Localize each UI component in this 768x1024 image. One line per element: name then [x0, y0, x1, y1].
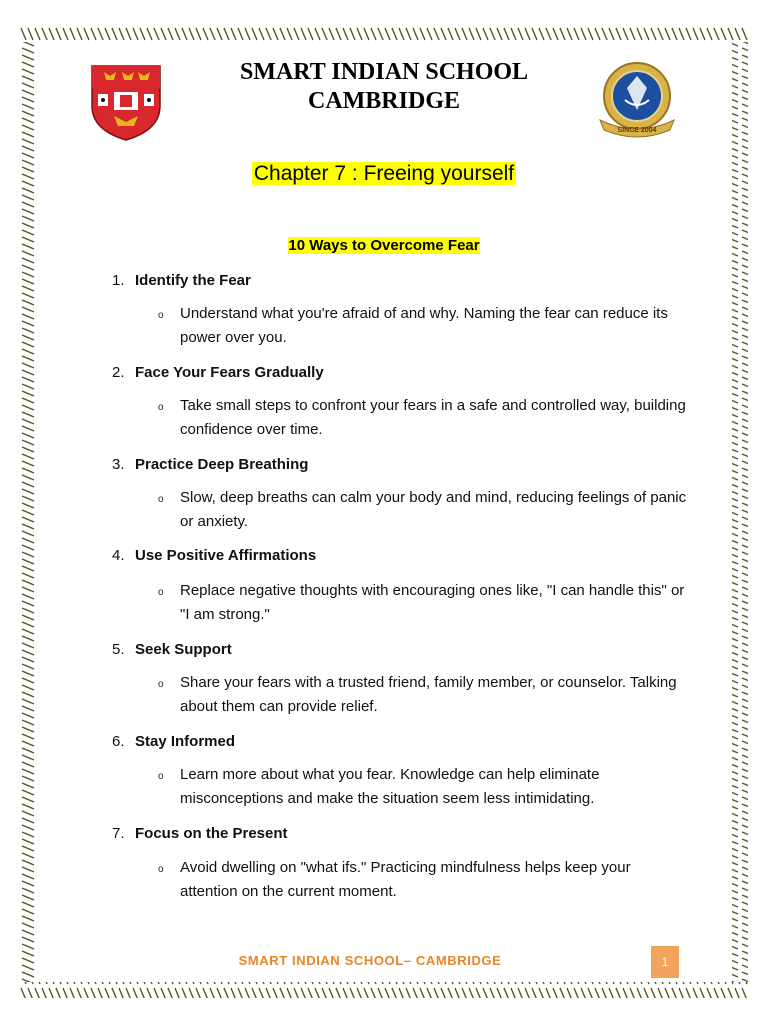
- list-item-title: [112, 455, 308, 475]
- bullet-circle-icon: o: [158, 494, 164, 505]
- school-title-line2: CAMBRIDGE: [307, 88, 460, 114]
- school-title-line1: SMART INDIAN SCHOOL: [239, 59, 529, 85]
- section-title: 10 Ways to Overcome Fear: [288, 237, 480, 254]
- list-item-description: Slow, deep breaths can calm your body and mind, reducing feelings of panic or anxiety.: [180, 489, 687, 530]
- footer-text: SMART INDIAN SCHOOL– CAMBRIDGE: [238, 953, 502, 968]
- list-item-number: 6.: [112, 733, 125, 750]
- bullet-circle-icon: o: [158, 864, 164, 875]
- list-item-description: Understand what you're afraid of and why. Naming the fear can reduce its power over you.: [180, 305, 668, 346]
- bullet-circle-icon: o: [158, 679, 164, 690]
- list-item-title: [112, 271, 251, 291]
- list-item-label: Identify the Fear: [135, 272, 251, 289]
- list-item-label: Practice Deep Breathing: [135, 456, 309, 473]
- list-item-description: Replace negative thoughts with encouraging ones like, "I can handle this" or "I am strong.": [180, 582, 685, 623]
- bullet-circle-icon: o: [158, 402, 164, 413]
- emblem-ribbon-text: SINCE 2004: [617, 127, 657, 134]
- school-title: [200, 58, 568, 116]
- list-item-number: 2.: [112, 364, 125, 381]
- chapter-title: Chapter 7 : Freeing yourself: [253, 162, 515, 185]
- list-item-title: [112, 546, 316, 566]
- list-item-label: Face Your Fears Gradually: [135, 364, 324, 381]
- bullet-circle-icon: o: [158, 310, 164, 321]
- list-item-label: Use Positive Affirmations: [135, 547, 317, 564]
- bullet-circle-icon: o: [158, 771, 164, 782]
- list-item-label: Stay Informed: [135, 733, 236, 750]
- list-item-description: Share your fears with a trusted friend, family member, or counselor. Talking about them can provide relief.: [180, 674, 677, 715]
- list-item-number: 1.: [112, 272, 125, 289]
- list-item-number: 5.: [112, 641, 125, 658]
- list-item-description: Learn more about what you fear. Knowledge can help eliminate misconceptions and make the situation seem less intimidating.: [180, 766, 600, 807]
- page-number: 1: [651, 946, 679, 978]
- list-item-number: 4.: [112, 547, 125, 564]
- list-item-description: Avoid dwelling on "what ifs." Practicing mindfulness helps keep your attention on the current moment.: [180, 859, 631, 900]
- school-emblem-logo: [592, 58, 682, 142]
- list-item-title: [112, 732, 235, 752]
- list-item-label: Focus on the Present: [135, 825, 288, 842]
- list-item-label: Seek Support: [135, 641, 232, 658]
- list-item-title: [112, 824, 288, 844]
- list-item-description: Take small steps to confront your fears in a safe and controlled way, building confidence over time.: [180, 397, 686, 438]
- cambridge-shield-logo: [86, 62, 166, 142]
- list-item-number: 3.: [112, 456, 125, 473]
- list-item-title: [112, 363, 324, 383]
- list-item-number: 7.: [112, 825, 125, 842]
- list-item-title: [112, 640, 232, 660]
- bullet-circle-icon: o: [158, 587, 164, 598]
